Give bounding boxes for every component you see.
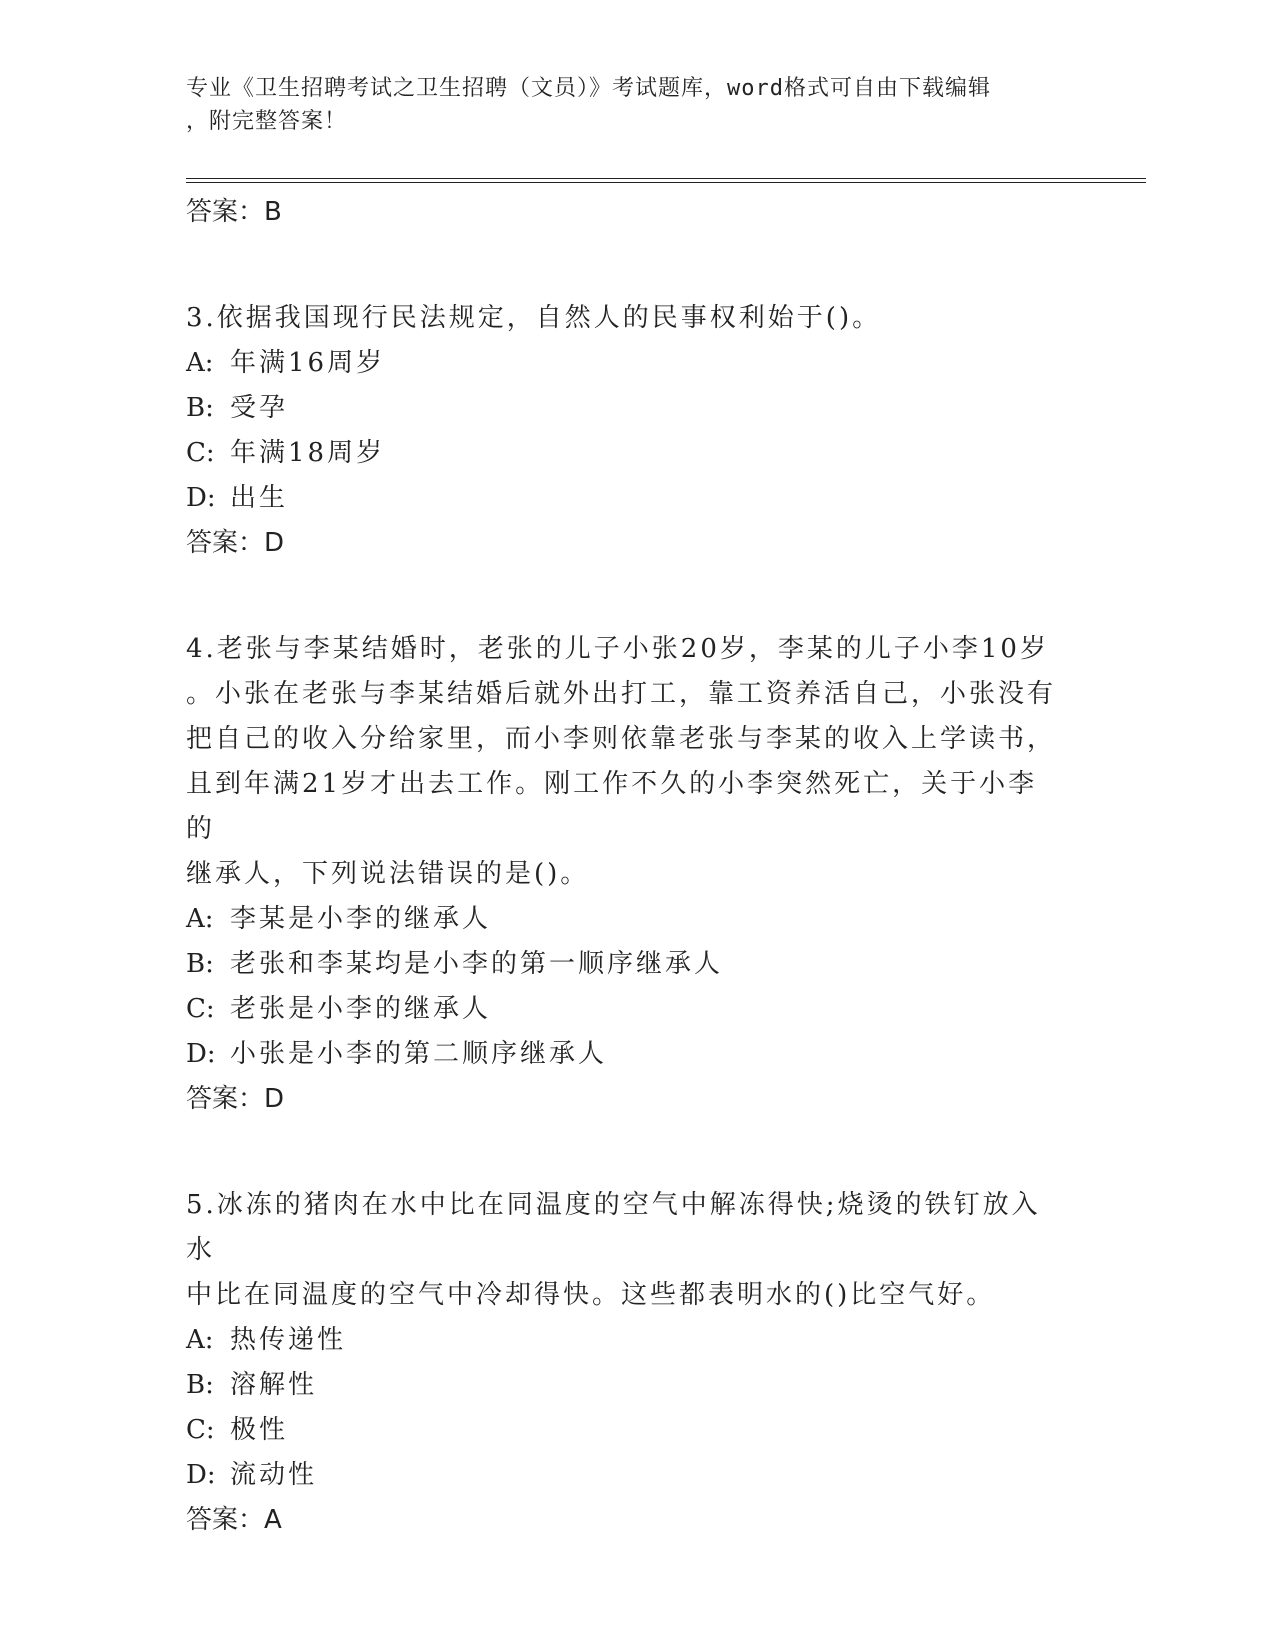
question-line: 5.冰冻的猪肉在水中比在同温度的空气中解冻得快;烧烫的铁钉放入水	[186, 1190, 1041, 1265]
option-text: 年满16周岁	[230, 348, 386, 378]
option-a	[186, 897, 1066, 942]
option-c	[186, 431, 1066, 476]
option-key: A:	[186, 904, 214, 934]
option-text: 小张是小李的第二顺序继承人	[230, 1039, 608, 1069]
option-c	[186, 987, 1066, 1032]
option-key: D:	[186, 483, 216, 513]
option-text: 热传递性	[230, 1325, 347, 1355]
question-text	[186, 627, 1066, 897]
option-text: 年满18周岁	[230, 438, 386, 468]
option-b	[186, 386, 1066, 431]
option-key: D:	[186, 1039, 216, 1069]
option-text: 极性	[230, 1415, 289, 1445]
option-text: 李某是小李的继承人	[230, 904, 492, 934]
question-text	[186, 1183, 1066, 1318]
option-b	[186, 1363, 1066, 1408]
answer-label: 答案：B	[186, 197, 282, 227]
option-key: B:	[186, 393, 214, 423]
option-text: 老张和李某均是小李的第一顺序继承人	[230, 949, 724, 979]
spacer	[186, 234, 1066, 296]
option-a	[186, 1318, 1066, 1363]
question-text	[186, 296, 1066, 341]
option-key: A:	[186, 348, 214, 378]
option-d	[186, 1032, 1066, 1077]
option-b	[186, 942, 1066, 987]
header-divider-bottom	[186, 182, 1146, 183]
option-a	[186, 341, 1066, 386]
option-key: A:	[186, 1325, 214, 1355]
answer-label: 答案：D	[186, 1084, 285, 1114]
header-divider-top	[186, 178, 1146, 179]
answer-label: 答案：D	[186, 528, 285, 558]
option-key: C:	[186, 994, 215, 1024]
question-block	[186, 296, 1066, 565]
document-header	[186, 72, 1066, 138]
option-key: D:	[186, 1460, 216, 1490]
question-block	[186, 1183, 1066, 1542]
question-line: 4.老张与李某结婚时，老张的儿子小张20岁，李某的儿子小李10岁	[186, 634, 1049, 664]
option-key: C:	[186, 1415, 215, 1445]
question-content	[186, 190, 1066, 1542]
option-text: 溶解性	[230, 1370, 318, 1400]
answer-label: 答案：A	[186, 1505, 282, 1535]
option-key: B:	[186, 949, 214, 979]
option-d	[186, 476, 1066, 521]
header-line-2: ，附完整答案！	[186, 109, 348, 134]
question-line: 中比在同温度的空气中冷却得快。这些都表明水的()比空气好。	[186, 1280, 996, 1310]
spacer	[186, 1121, 1066, 1183]
option-text: 老张是小李的继承人	[230, 994, 492, 1024]
question-line: 继承人，下列说法错误的是()。	[186, 859, 590, 889]
question-line: 3.依据我国现行民法规定，自然人的民事权利始于()。	[186, 303, 882, 333]
question-block	[186, 627, 1066, 1121]
option-text: 出生	[230, 483, 289, 513]
option-c	[186, 1408, 1066, 1453]
option-text: 受孕	[230, 393, 289, 423]
spacer	[186, 565, 1066, 627]
option-key: C:	[186, 438, 215, 468]
question-line: 且到年满21岁才出去工作。刚工作不久的小李突然死亡，关于小李的	[186, 769, 1038, 844]
question-line: 把自己的收入分给家里，而小李则依靠老张与李某的收入上学读书，	[186, 724, 1057, 754]
option-d	[186, 1453, 1066, 1498]
question-line: 。小张在老张与李某结婚后就外出打工，靠工资养活自己，小张没有	[186, 679, 1057, 709]
option-key: B:	[186, 1370, 214, 1400]
header-line-1: 专业《卫生招聘考试之卫生招聘（文员）》考试题库，word格式可自由下载编辑	[186, 76, 991, 101]
option-text: 流动性	[230, 1460, 318, 1490]
